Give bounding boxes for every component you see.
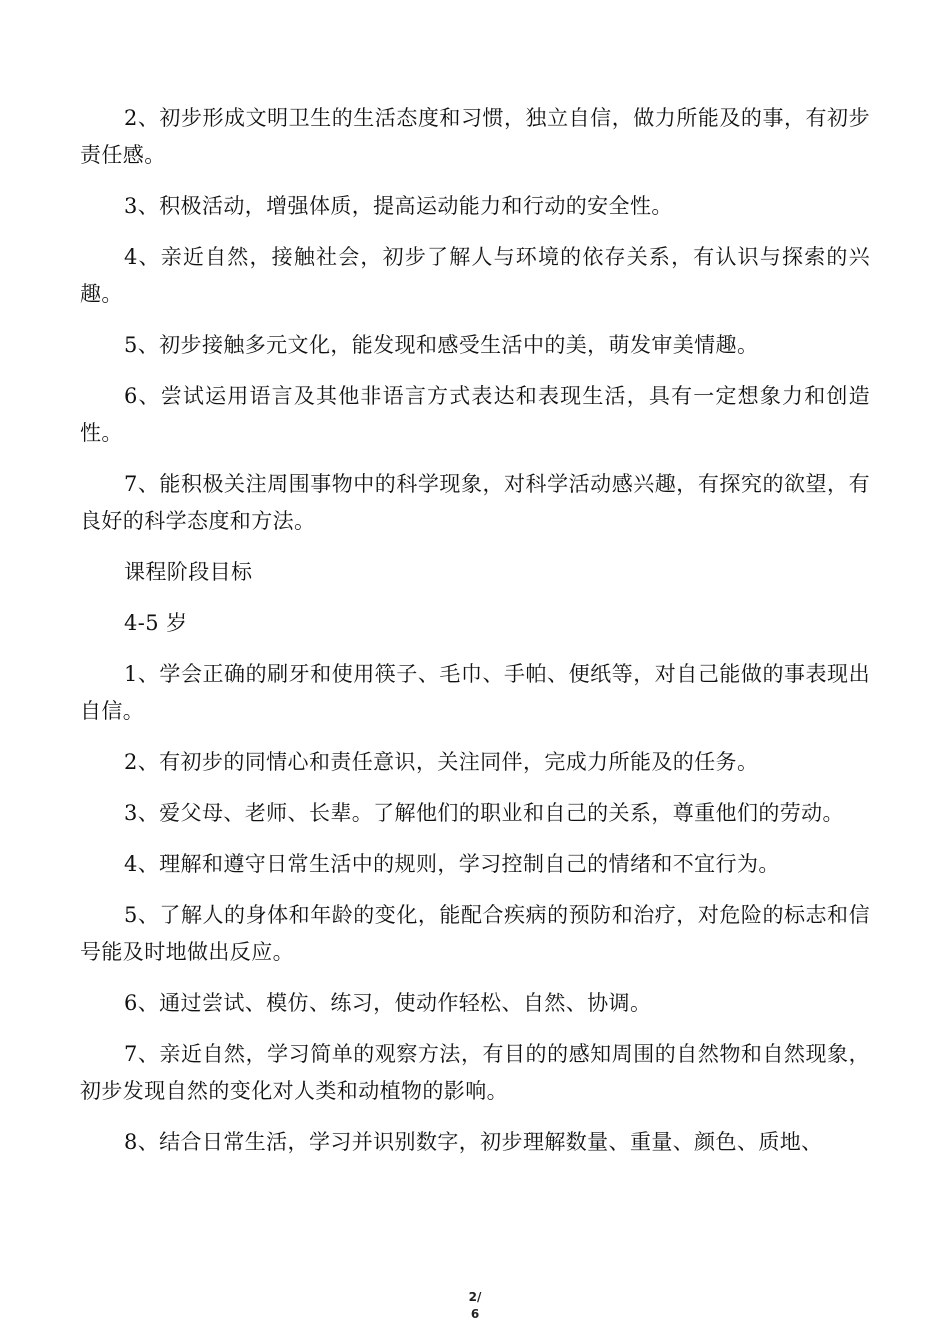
paragraph-goal-6: 6、尝试运用语言及其他非语言方式表达和表现生活，具有一定想象力和创造性。 (80, 384, 870, 445)
paragraph-stage-goal-7: 7、亲近自然，学习简单的观察方法，有目的的感知周围的自然物和自然现象，初步发现自然的变化对人类和动植物的影响。 (80, 1042, 870, 1103)
paragraph-goal-3: 3、积极活动，增强体质，提高运动能力和行动的安全性。 (124, 194, 673, 218)
paragraph-goal-4: 4、亲近自然，接触社会，初步了解人与环境的依存关系，有认识与探索的兴趣。 (80, 245, 870, 306)
paragraph-stage-goal-4: 4、理解和遵守日常生活中的规则，学习控制自己的情绪和不宜行为。 (124, 852, 780, 876)
paragraph-stage-goal-5: 5、了解人的身体和年龄的变化，能配合疾病的预防和治疗，对危险的标志和信号能及时地做出反应。 (80, 903, 870, 964)
paragraph-stage-goal-8: 8、结合日常生活，学习并识别数字，初步理解数量、重量、颜色、质地、 (124, 1130, 823, 1154)
page-number-total: 6 (470, 1307, 480, 1321)
paragraph-goal-5: 5、初步接触多元文化，能发现和感受生活中的美，萌发审美情趣。 (124, 333, 759, 357)
section-heading: 课程阶段目标 (124, 560, 253, 584)
paragraph-stage-goal-3: 3、爱父母、老师、长辈。了解他们的职业和自己的关系，尊重他们的劳动。 (124, 801, 844, 825)
paragraph-goal-7: 7、能积极关注周围事物中的科学现象，对科学活动感兴趣，有探究的欲望，有良好的科学态度和方法。 (80, 472, 870, 533)
page-number (0, 1289, 950, 1323)
paragraph-goal-2: 2、初步形成文明卫生的生活态度和习惯，独立自信，做力所能及的事，有初步责任感。 (80, 106, 870, 167)
paragraph-stage-goal-6: 6、通过尝试、模仿、练习，使动作轻松、自然、协调。 (124, 991, 652, 1015)
paragraph-stage-goal-1: 1、学会正确的刷牙和使用筷子、毛巾、手帕、便纸等，对自己能做的事表现出自信。 (80, 662, 870, 723)
age-group-heading: 4-5 岁 (124, 611, 188, 635)
document-body (80, 100, 870, 1175)
paragraph-stage-goal-2: 2、有初步的同情心和责任意识，关注同伴，完成力所能及的任务。 (124, 750, 759, 774)
page-number-current: 2/ (468, 1290, 482, 1304)
